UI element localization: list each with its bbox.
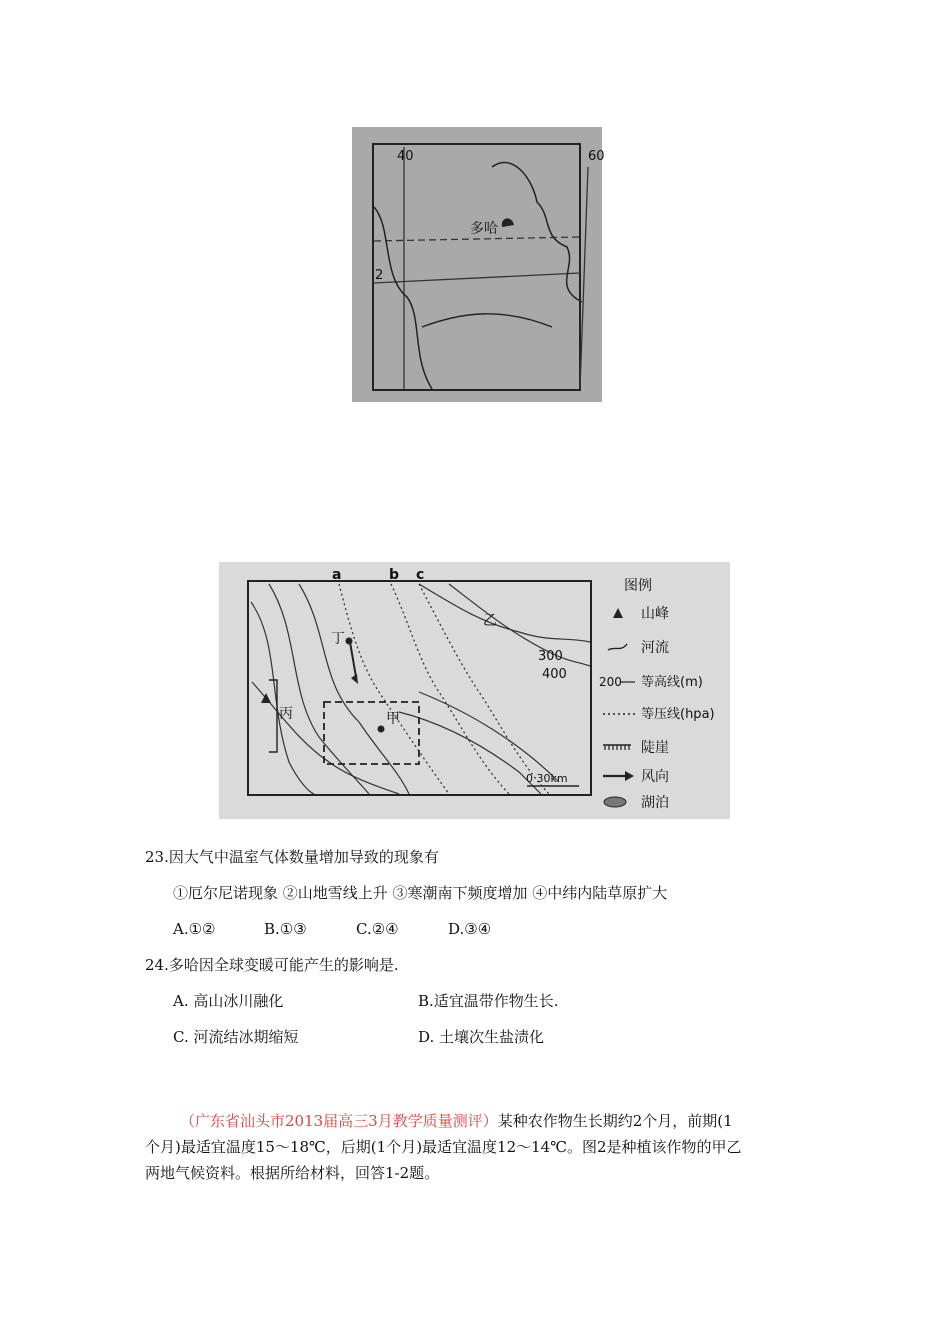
legend-wind: 风向 bbox=[641, 769, 669, 785]
q24-stem: 24.多哈因全球变暖可能产生的影响是. bbox=[145, 956, 399, 974]
wind-arrow-icon bbox=[603, 771, 634, 781]
legend-river: 河流 bbox=[641, 640, 669, 656]
legend-contour-value: 200 bbox=[599, 675, 622, 689]
q23-stem: 23.因大气中温室气体数量增加导致的现象有 bbox=[145, 848, 439, 866]
peak-icon bbox=[613, 608, 623, 618]
q23-option-a[interactable]: A.①② bbox=[173, 920, 216, 938]
cliff-icon bbox=[603, 745, 631, 750]
legend-contour: 等高线(m) bbox=[641, 675, 703, 690]
intro-line-3: 两地气候资料。根据所给材料，回答1-2题。 bbox=[145, 1164, 440, 1182]
point-bing-label: 丙 bbox=[279, 706, 293, 722]
intro-line-1 bbox=[180, 1111, 733, 1131]
label-b: b bbox=[389, 567, 400, 583]
q23-option-b[interactable]: B.①③ bbox=[264, 920, 307, 938]
q24-option-a[interactable]: A. 高山冰川融化 bbox=[173, 992, 284, 1010]
q24-option-b[interactable]: B.适宜温带作物生长. bbox=[418, 992, 559, 1010]
intro-source: （广东省汕头市2013届高三3月教学质量测评） bbox=[180, 1112, 498, 1130]
lat-label: 2 bbox=[375, 268, 384, 283]
contour-300-label: 300 bbox=[538, 649, 563, 664]
point-jia-label: 甲 bbox=[386, 711, 400, 727]
doha-map-figure bbox=[352, 127, 605, 402]
scale-bar-label: 0 30km bbox=[526, 772, 568, 785]
legend-peak: 山峰 bbox=[641, 606, 669, 622]
q24-option-c[interactable]: C. 河流结冰期缩短 bbox=[173, 1028, 299, 1046]
legend-cliff: 陡崖 bbox=[641, 740, 669, 756]
label-c: c bbox=[416, 567, 425, 583]
label-a: a bbox=[332, 567, 342, 583]
lake-icon bbox=[604, 797, 626, 807]
legend-title: 图例 bbox=[624, 578, 652, 594]
contour-400-label: 400 bbox=[542, 667, 567, 682]
topographic-map-figure bbox=[219, 562, 730, 819]
river-icon bbox=[608, 644, 627, 650]
lon-60-label: 60 bbox=[588, 149, 605, 164]
q23-statements: ①厄尔尼诺现象 ②山地雪线上升 ③寒潮南下频度增加 ④中纬内陆草原扩大 bbox=[173, 884, 668, 902]
lon-40-label: 40 bbox=[397, 149, 414, 164]
doha-label: 多哈 bbox=[470, 221, 498, 237]
intro-line-1-text: 某种农作物生长期约2个月，前期(1 bbox=[497, 1112, 733, 1130]
q23-option-d[interactable]: D.③④ bbox=[448, 920, 492, 938]
q23-option-c[interactable]: C.②④ bbox=[356, 920, 399, 938]
point-yi-label: 乙 bbox=[483, 613, 497, 629]
legend-isobar: 等压线(hpa) bbox=[641, 707, 715, 722]
intro-line-2: 个月)最适宜温度15～18℃，后期(1个月)最适宜温度12～14℃。图2是种植该作物的甲乙 bbox=[145, 1138, 742, 1156]
point-ding-label: 丁 bbox=[331, 631, 345, 647]
legend-lake: 湖泊 bbox=[641, 795, 669, 811]
q24-option-d[interactable]: D. 土壤次生盐渍化 bbox=[418, 1028, 545, 1046]
